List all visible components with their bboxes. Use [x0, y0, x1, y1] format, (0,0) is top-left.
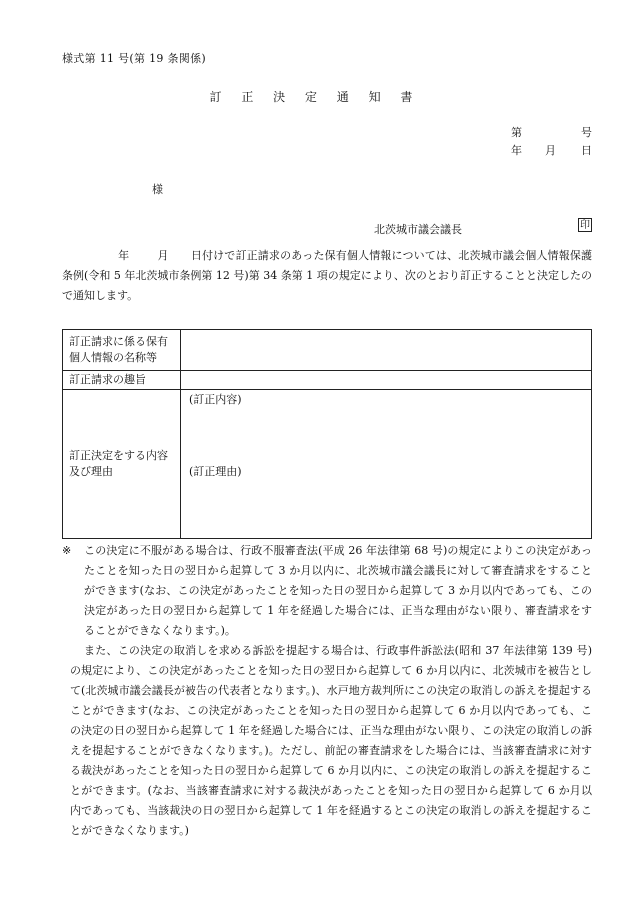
- body-paragraph: [62, 246, 592, 306]
- form-number: 様式第 11 号(第 19 条関係): [62, 52, 206, 65]
- notice-text-1: この決定に不服がある場合は、行政不服審査法(平成 26 年法律第 68 号)の規定によりこの決定があったことを知った日の翌日から起算して 3 か月以内に、北茨城市議会議長に対して審査請求をすることができます(なお、この決定があったことを知った日の翌日から起算して 3 か月以内であっても、この決定があった日の翌日から起算して 1 年を経過した場合には、正当な理由がない限り、審査請求をすることができなくなります。)。: [84, 544, 592, 637]
- row-value-info-name: [181, 330, 592, 371]
- body-date-year: 年: [118, 249, 130, 262]
- table-row: [63, 390, 592, 539]
- notice-paragraph-2: また、この決定の取消しを求める訴訟を提起する場合は、行政事件訴訟法(昭和 37 年法律第 139 号)の規定により、この決定があったことを知った日の翌日から起算して 6 か月以内に、北茨城市を被告として(北茨城市議会議長が被告の代表者となります。)、水戸地方裁判所にこの決定の取消しの訴えを提起することができます(なお、この決定があったことを知った日の翌日から起算して 6 か月以内であっても、この決定の日の翌日から起算して 1 年を経過した場合には、正当な理由がない限り、この決定の取消しの訴えを提起することができなくなります。)。ただし、前記の審査請求をした場合には、当該審査請求に対する裁決があったことを知った日の翌日から起算して 6 か月以内に、この決定の取消しの訴えを提起することができます。(なお、当該審査請求に対する裁決があったことを知った日の翌日から起算して 6 か月以内であっても、当該裁決の日の翌日から起算して 1 年を経過するとこの決定の取消しの訴えを提起することができなくなります。): [70, 644, 592, 837]
- number-suffix: 号: [581, 126, 592, 139]
- row-label-info-name: 訂正請求に係る保有個人情報の名称等: [63, 330, 181, 371]
- request-table: [62, 329, 592, 539]
- date-year: 年: [511, 144, 522, 157]
- date-month: 月: [545, 144, 556, 157]
- table-row: [63, 371, 592, 390]
- seal-mark: 印: [580, 220, 590, 231]
- row-label-purpose: 訂正請求の趣旨: [63, 371, 181, 390]
- sender-name: 北茨城市議会議長: [374, 223, 462, 236]
- correction-reason-heading: (訂正理由): [189, 465, 242, 478]
- body-text: 日付けで訂正請求のあった保有個人情報については、北茨城市議会個人情報保護条例(令和 5 年北茨城市条例第 12 号)第 34 条第 1 項の規定により、次のとおり訂正することと決定したので通知します。: [62, 249, 593, 302]
- table-row: [63, 330, 592, 371]
- number-prefix: 第: [511, 126, 522, 139]
- row-value-decision: [181, 390, 592, 539]
- row-label-decision: 訂正決定をする内容及び理由: [63, 390, 181, 539]
- document-title: 訂 正 決 定 通 知 書: [209, 90, 421, 104]
- row-value-purpose: [181, 371, 592, 390]
- date-day: 日: [581, 144, 592, 157]
- notice-paragraph-1: [62, 541, 592, 641]
- correction-content-heading: (訂正内容): [189, 393, 242, 406]
- notice-section: [62, 541, 592, 841]
- note-mark: ※: [62, 544, 72, 557]
- body-date-month: 月: [157, 249, 169, 262]
- addressee-suffix: 様: [152, 183, 163, 196]
